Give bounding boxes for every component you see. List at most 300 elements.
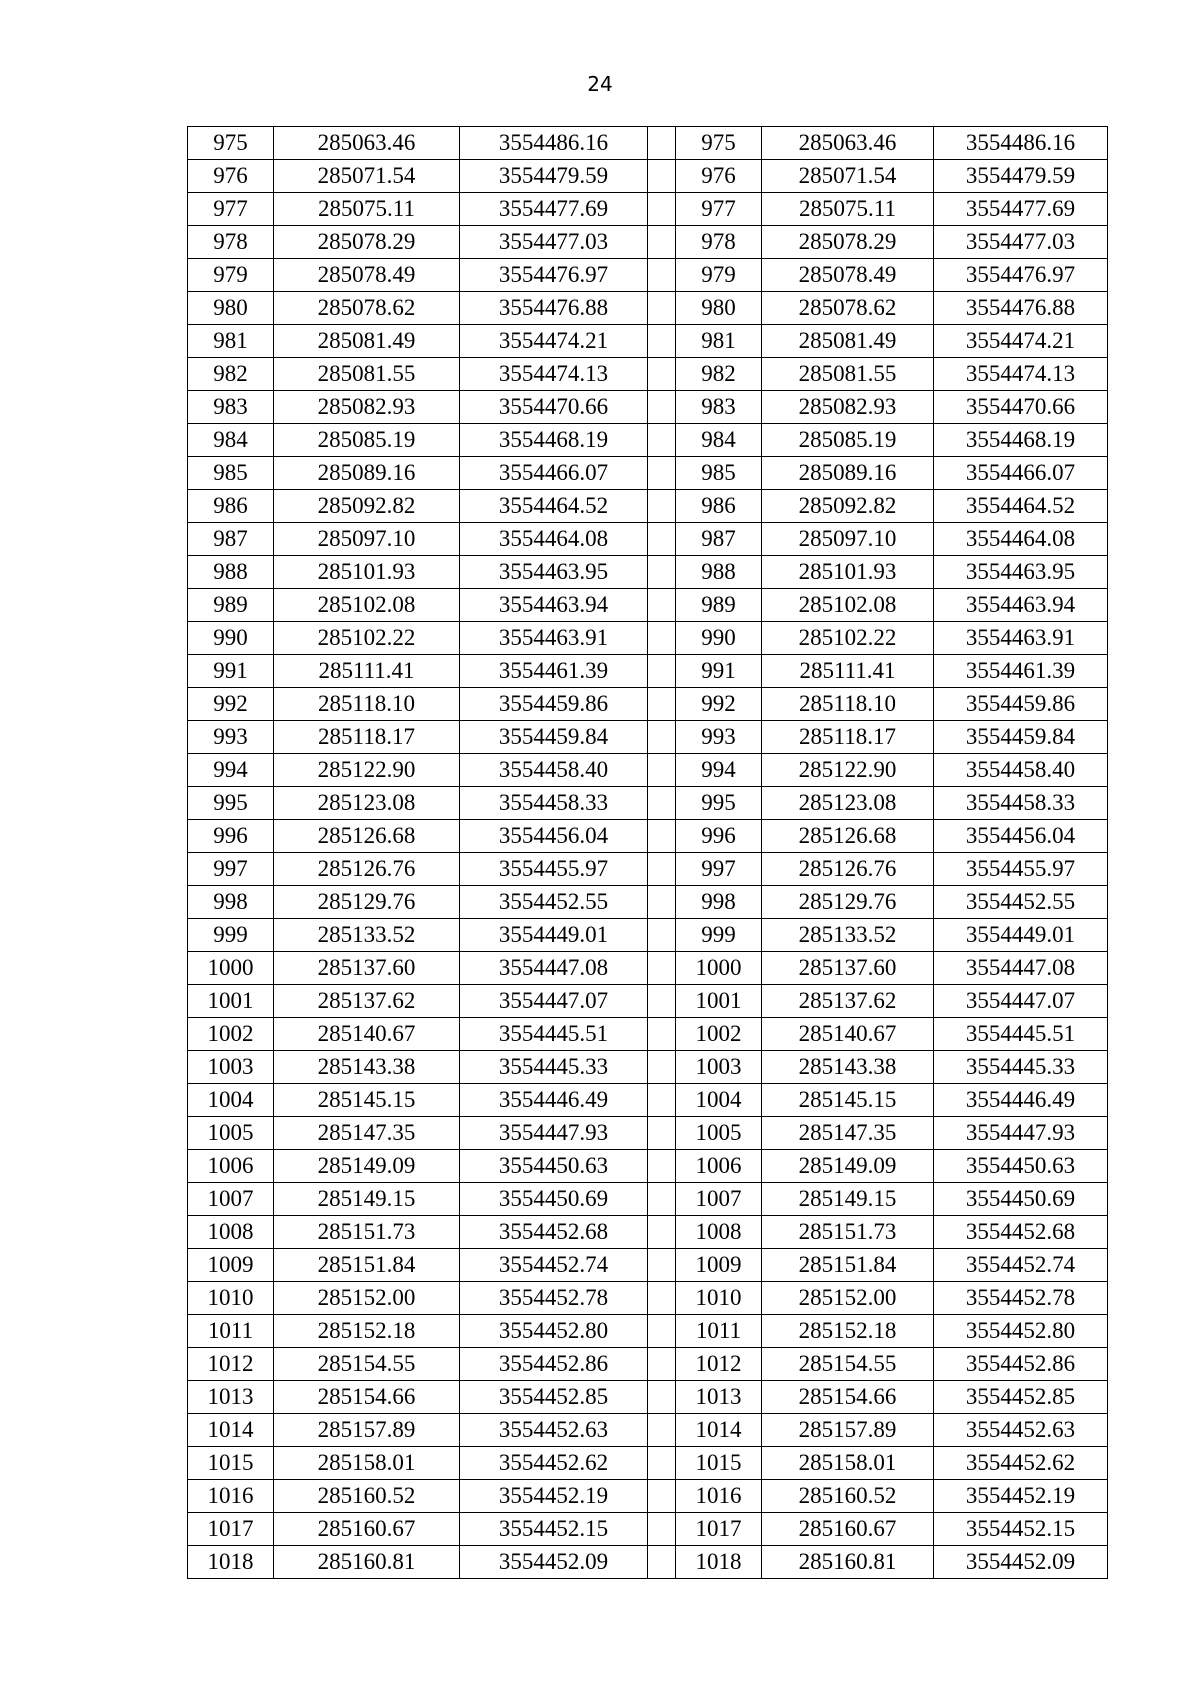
spacer-cell xyxy=(648,1513,676,1546)
y-coordinate-right-cell: 3554477.03 xyxy=(934,226,1108,259)
x-coordinate-cell: 285078.29 xyxy=(274,226,460,259)
y-coordinate-cell: 3554455.97 xyxy=(460,853,648,886)
x-coordinate-cell: 285154.66 xyxy=(274,1381,460,1414)
spacer-cell xyxy=(648,358,676,391)
y-coordinate-cell: 3554452.80 xyxy=(460,1315,648,1348)
spacer-cell xyxy=(648,391,676,424)
point-number-cell: 984 xyxy=(188,424,274,457)
table-row xyxy=(188,1084,1108,1117)
point-number-right-cell: 984 xyxy=(676,424,762,457)
point-number-right-cell: 1003 xyxy=(676,1051,762,1084)
table-row xyxy=(188,1150,1108,1183)
spacer-cell xyxy=(648,853,676,886)
point-number-cell: 985 xyxy=(188,457,274,490)
table-row xyxy=(188,358,1108,391)
table-row xyxy=(188,1018,1108,1051)
table-row xyxy=(188,1216,1108,1249)
y-coordinate-right-cell: 3554452.63 xyxy=(934,1414,1108,1447)
x-coordinate-right-cell: 285152.18 xyxy=(762,1315,934,1348)
y-coordinate-right-cell: 3554455.97 xyxy=(934,853,1108,886)
x-coordinate-right-cell: 285078.49 xyxy=(762,259,934,292)
y-coordinate-cell: 3554477.69 xyxy=(460,193,648,226)
table-row xyxy=(188,193,1108,226)
x-coordinate-cell: 285152.18 xyxy=(274,1315,460,1348)
x-coordinate-cell: 285140.67 xyxy=(274,1018,460,1051)
x-coordinate-cell: 285133.52 xyxy=(274,919,460,952)
point-number-right-cell: 980 xyxy=(676,292,762,325)
x-coordinate-cell: 285149.09 xyxy=(274,1150,460,1183)
x-coordinate-right-cell: 285085.19 xyxy=(762,424,934,457)
point-number-cell: 986 xyxy=(188,490,274,523)
table-row xyxy=(188,1414,1108,1447)
y-coordinate-cell: 3554452.15 xyxy=(460,1513,648,1546)
y-coordinate-right-cell: 3554447.08 xyxy=(934,952,1108,985)
point-number-cell: 980 xyxy=(188,292,274,325)
y-coordinate-cell: 3554479.59 xyxy=(460,160,648,193)
point-number-right-cell: 983 xyxy=(676,391,762,424)
point-number-right-cell: 982 xyxy=(676,358,762,391)
table-row xyxy=(188,952,1108,985)
x-coordinate-right-cell: 285147.35 xyxy=(762,1117,934,1150)
spacer-cell xyxy=(648,1381,676,1414)
y-coordinate-cell: 3554447.93 xyxy=(460,1117,648,1150)
y-coordinate-cell: 3554452.74 xyxy=(460,1249,648,1282)
x-coordinate-right-cell: 285101.93 xyxy=(762,556,934,589)
point-number-cell: 995 xyxy=(188,787,274,820)
point-number-right-cell: 1014 xyxy=(676,1414,762,1447)
spacer-cell xyxy=(648,1282,676,1315)
x-coordinate-right-cell: 285137.62 xyxy=(762,985,934,1018)
y-coordinate-cell: 3554452.55 xyxy=(460,886,648,919)
point-number-cell: 983 xyxy=(188,391,274,424)
point-number-right-cell: 1008 xyxy=(676,1216,762,1249)
table-row xyxy=(188,1117,1108,1150)
point-number-right-cell: 1016 xyxy=(676,1480,762,1513)
x-coordinate-right-cell: 285137.60 xyxy=(762,952,934,985)
x-coordinate-right-cell: 285154.66 xyxy=(762,1381,934,1414)
spacer-cell xyxy=(648,1315,676,1348)
table-row xyxy=(188,127,1108,160)
y-coordinate-cell: 3554459.86 xyxy=(460,688,648,721)
y-coordinate-right-cell: 3554464.08 xyxy=(934,523,1108,556)
y-coordinate-right-cell: 3554452.74 xyxy=(934,1249,1108,1282)
spacer-cell xyxy=(648,1546,676,1579)
table-row xyxy=(188,688,1108,721)
spacer-cell xyxy=(648,1480,676,1513)
y-coordinate-cell: 3554452.09 xyxy=(460,1546,648,1579)
y-coordinate-right-cell: 3554477.69 xyxy=(934,193,1108,226)
point-number-right-cell: 1005 xyxy=(676,1117,762,1150)
y-coordinate-right-cell: 3554452.68 xyxy=(934,1216,1108,1249)
x-coordinate-cell: 285157.89 xyxy=(274,1414,460,1447)
spacer-cell xyxy=(648,787,676,820)
y-coordinate-cell: 3554447.08 xyxy=(460,952,648,985)
x-coordinate-right-cell: 285151.84 xyxy=(762,1249,934,1282)
table-row xyxy=(188,589,1108,622)
y-coordinate-right-cell: 3554452.85 xyxy=(934,1381,1108,1414)
x-coordinate-right-cell: 285102.22 xyxy=(762,622,934,655)
point-number-right-cell: 997 xyxy=(676,853,762,886)
point-number-right-cell: 978 xyxy=(676,226,762,259)
y-coordinate-right-cell: 3554463.95 xyxy=(934,556,1108,589)
x-coordinate-right-cell: 285118.10 xyxy=(762,688,934,721)
spacer-cell xyxy=(648,292,676,325)
x-coordinate-cell: 285151.84 xyxy=(274,1249,460,1282)
y-coordinate-cell: 3554468.19 xyxy=(460,424,648,457)
point-number-right-cell: 992 xyxy=(676,688,762,721)
point-number-cell: 981 xyxy=(188,325,274,358)
x-coordinate-cell: 285151.73 xyxy=(274,1216,460,1249)
x-coordinate-right-cell: 285102.08 xyxy=(762,589,934,622)
point-number-right-cell: 979 xyxy=(676,259,762,292)
y-coordinate-cell: 3554474.21 xyxy=(460,325,648,358)
table-row xyxy=(188,787,1108,820)
x-coordinate-right-cell: 285123.08 xyxy=(762,787,934,820)
point-number-right-cell: 981 xyxy=(676,325,762,358)
point-number-cell: 1009 xyxy=(188,1249,274,1282)
x-coordinate-right-cell: 285149.09 xyxy=(762,1150,934,1183)
point-number-cell: 1018 xyxy=(188,1546,274,1579)
spacer-cell xyxy=(648,523,676,556)
spacer-cell xyxy=(648,1249,676,1282)
spacer-cell xyxy=(648,193,676,226)
x-coordinate-right-cell: 285081.55 xyxy=(762,358,934,391)
point-number-cell: 1015 xyxy=(188,1447,274,1480)
table-row xyxy=(188,1051,1108,1084)
spacer-cell xyxy=(648,622,676,655)
y-coordinate-cell: 3554452.85 xyxy=(460,1381,648,1414)
y-coordinate-right-cell: 3554452.62 xyxy=(934,1447,1108,1480)
spacer-cell xyxy=(648,490,676,523)
table-row xyxy=(188,985,1108,1018)
y-coordinate-right-cell: 3554450.69 xyxy=(934,1183,1108,1216)
table-row xyxy=(188,391,1108,424)
table-row xyxy=(188,655,1108,688)
x-coordinate-cell: 285160.81 xyxy=(274,1546,460,1579)
x-coordinate-right-cell: 285160.81 xyxy=(762,1546,934,1579)
point-number-cell: 989 xyxy=(188,589,274,622)
point-number-cell: 1002 xyxy=(188,1018,274,1051)
table-row xyxy=(188,490,1108,523)
point-number-right-cell: 993 xyxy=(676,721,762,754)
point-number-cell: 998 xyxy=(188,886,274,919)
x-coordinate-right-cell: 285154.55 xyxy=(762,1348,934,1381)
x-coordinate-cell: 285063.46 xyxy=(274,127,460,160)
y-coordinate-cell: 3554463.95 xyxy=(460,556,648,589)
x-coordinate-cell: 285160.52 xyxy=(274,1480,460,1513)
coordinates-table xyxy=(187,126,1108,1579)
point-number-cell: 1003 xyxy=(188,1051,274,1084)
x-coordinate-right-cell: 285158.01 xyxy=(762,1447,934,1480)
y-coordinate-right-cell: 3554466.07 xyxy=(934,457,1108,490)
y-coordinate-right-cell: 3554450.63 xyxy=(934,1150,1108,1183)
x-coordinate-cell: 285123.08 xyxy=(274,787,460,820)
y-coordinate-right-cell: 3554447.93 xyxy=(934,1117,1108,1150)
point-number-right-cell: 985 xyxy=(676,457,762,490)
x-coordinate-right-cell: 285152.00 xyxy=(762,1282,934,1315)
point-number-right-cell: 1004 xyxy=(676,1084,762,1117)
x-coordinate-cell: 285092.82 xyxy=(274,490,460,523)
y-coordinate-right-cell: 3554464.52 xyxy=(934,490,1108,523)
y-coordinate-right-cell: 3554476.88 xyxy=(934,292,1108,325)
x-coordinate-cell: 285118.17 xyxy=(274,721,460,754)
spacer-cell xyxy=(648,919,676,952)
x-coordinate-cell: 285152.00 xyxy=(274,1282,460,1315)
table-row xyxy=(188,292,1108,325)
y-coordinate-right-cell: 3554459.86 xyxy=(934,688,1108,721)
point-number-cell: 1008 xyxy=(188,1216,274,1249)
x-coordinate-cell: 285126.76 xyxy=(274,853,460,886)
point-number-right-cell: 986 xyxy=(676,490,762,523)
y-coordinate-right-cell: 3554452.80 xyxy=(934,1315,1108,1348)
x-coordinate-right-cell: 285151.73 xyxy=(762,1216,934,1249)
point-number-right-cell: 990 xyxy=(676,622,762,655)
point-number-cell: 996 xyxy=(188,820,274,853)
y-coordinate-cell: 3554452.78 xyxy=(460,1282,648,1315)
x-coordinate-cell: 285154.55 xyxy=(274,1348,460,1381)
point-number-cell: 994 xyxy=(188,754,274,787)
point-number-right-cell: 1007 xyxy=(676,1183,762,1216)
point-number-cell: 992 xyxy=(188,688,274,721)
point-number-cell: 982 xyxy=(188,358,274,391)
y-coordinate-cell: 3554452.63 xyxy=(460,1414,648,1447)
point-number-right-cell: 977 xyxy=(676,193,762,226)
table-row xyxy=(188,820,1108,853)
x-coordinate-cell: 285075.11 xyxy=(274,193,460,226)
x-coordinate-right-cell: 285078.62 xyxy=(762,292,934,325)
x-coordinate-cell: 285111.41 xyxy=(274,655,460,688)
x-coordinate-cell: 285102.08 xyxy=(274,589,460,622)
x-coordinate-right-cell: 285160.67 xyxy=(762,1513,934,1546)
spacer-cell xyxy=(648,688,676,721)
x-coordinate-cell: 285081.55 xyxy=(274,358,460,391)
table-row xyxy=(188,556,1108,589)
x-coordinate-cell: 285101.93 xyxy=(274,556,460,589)
x-coordinate-cell: 285071.54 xyxy=(274,160,460,193)
x-coordinate-cell: 285078.49 xyxy=(274,259,460,292)
y-coordinate-cell: 3554477.03 xyxy=(460,226,648,259)
point-number-right-cell: 975 xyxy=(676,127,762,160)
y-coordinate-right-cell: 3554452.15 xyxy=(934,1513,1108,1546)
y-coordinate-right-cell: 3554461.39 xyxy=(934,655,1108,688)
y-coordinate-right-cell: 3554452.86 xyxy=(934,1348,1108,1381)
point-number-cell: 1014 xyxy=(188,1414,274,1447)
spacer-cell xyxy=(648,1084,676,1117)
table-row xyxy=(188,1282,1108,1315)
spacer-cell xyxy=(648,1051,676,1084)
y-coordinate-right-cell: 3554456.04 xyxy=(934,820,1108,853)
table-row xyxy=(188,160,1108,193)
x-coordinate-right-cell: 285143.38 xyxy=(762,1051,934,1084)
y-coordinate-cell: 3554459.84 xyxy=(460,721,648,754)
spacer-cell xyxy=(648,325,676,358)
table-row xyxy=(188,721,1108,754)
point-number-cell: 999 xyxy=(188,919,274,952)
point-number-right-cell: 991 xyxy=(676,655,762,688)
spacer-cell xyxy=(648,1018,676,1051)
x-coordinate-right-cell: 285126.68 xyxy=(762,820,934,853)
table-row xyxy=(188,1348,1108,1381)
point-number-cell: 1001 xyxy=(188,985,274,1018)
point-number-cell: 1017 xyxy=(188,1513,274,1546)
point-number-cell: 1004 xyxy=(188,1084,274,1117)
x-coordinate-right-cell: 285063.46 xyxy=(762,127,934,160)
x-coordinate-cell: 285129.76 xyxy=(274,886,460,919)
point-number-right-cell: 1002 xyxy=(676,1018,762,1051)
point-number-right-cell: 1018 xyxy=(676,1546,762,1579)
y-coordinate-right-cell: 3554474.13 xyxy=(934,358,1108,391)
table-row xyxy=(188,1249,1108,1282)
point-number-right-cell: 998 xyxy=(676,886,762,919)
spacer-cell xyxy=(648,160,676,193)
y-coordinate-cell: 3554464.08 xyxy=(460,523,648,556)
point-number-right-cell: 1011 xyxy=(676,1315,762,1348)
y-coordinate-cell: 3554476.88 xyxy=(460,292,648,325)
x-coordinate-right-cell: 285157.89 xyxy=(762,1414,934,1447)
x-coordinate-cell: 285143.38 xyxy=(274,1051,460,1084)
point-number-right-cell: 1000 xyxy=(676,952,762,985)
spacer-cell xyxy=(648,886,676,919)
x-coordinate-cell: 285097.10 xyxy=(274,523,460,556)
point-number-right-cell: 988 xyxy=(676,556,762,589)
x-coordinate-cell: 285118.10 xyxy=(274,688,460,721)
point-number-cell: 1006 xyxy=(188,1150,274,1183)
point-number-cell: 991 xyxy=(188,655,274,688)
table-row xyxy=(188,1447,1108,1480)
y-coordinate-cell: 3554463.91 xyxy=(460,622,648,655)
point-number-right-cell: 1012 xyxy=(676,1348,762,1381)
y-coordinate-right-cell: 3554476.97 xyxy=(934,259,1108,292)
y-coordinate-right-cell: 3554474.21 xyxy=(934,325,1108,358)
point-number-cell: 997 xyxy=(188,853,274,886)
x-coordinate-right-cell: 285089.16 xyxy=(762,457,934,490)
point-number-cell: 1012 xyxy=(188,1348,274,1381)
y-coordinate-cell: 3554470.66 xyxy=(460,391,648,424)
point-number-cell: 1013 xyxy=(188,1381,274,1414)
x-coordinate-cell: 285085.19 xyxy=(274,424,460,457)
point-number-cell: 975 xyxy=(188,127,274,160)
table-row xyxy=(188,226,1108,259)
spacer-cell xyxy=(648,952,676,985)
x-coordinate-cell: 285137.62 xyxy=(274,985,460,1018)
y-coordinate-cell: 3554476.97 xyxy=(460,259,648,292)
x-coordinate-cell: 285126.68 xyxy=(274,820,460,853)
spacer-cell xyxy=(648,985,676,1018)
y-coordinate-right-cell: 3554458.40 xyxy=(934,754,1108,787)
y-coordinate-right-cell: 3554463.91 xyxy=(934,622,1108,655)
x-coordinate-right-cell: 285145.15 xyxy=(762,1084,934,1117)
point-number-cell: 979 xyxy=(188,259,274,292)
table-row xyxy=(188,424,1108,457)
y-coordinate-cell: 3554461.39 xyxy=(460,655,648,688)
spacer-cell xyxy=(648,754,676,787)
point-number-right-cell: 1013 xyxy=(676,1381,762,1414)
y-coordinate-cell: 3554452.68 xyxy=(460,1216,648,1249)
y-coordinate-right-cell: 3554468.19 xyxy=(934,424,1108,457)
point-number-cell: 990 xyxy=(188,622,274,655)
x-coordinate-right-cell: 285126.76 xyxy=(762,853,934,886)
spacer-cell xyxy=(648,589,676,622)
point-number-cell: 1000 xyxy=(188,952,274,985)
y-coordinate-cell: 3554474.13 xyxy=(460,358,648,391)
x-coordinate-right-cell: 285097.10 xyxy=(762,523,934,556)
table-row xyxy=(188,853,1108,886)
point-number-right-cell: 1009 xyxy=(676,1249,762,1282)
y-coordinate-cell: 3554452.86 xyxy=(460,1348,648,1381)
point-number-right-cell: 1010 xyxy=(676,1282,762,1315)
point-number-cell: 977 xyxy=(188,193,274,226)
table-row xyxy=(188,754,1108,787)
x-coordinate-right-cell: 285111.41 xyxy=(762,655,934,688)
point-number-right-cell: 1015 xyxy=(676,1447,762,1480)
x-coordinate-cell: 285147.35 xyxy=(274,1117,460,1150)
spacer-cell xyxy=(648,1414,676,1447)
x-coordinate-right-cell: 285149.15 xyxy=(762,1183,934,1216)
y-coordinate-right-cell: 3554479.59 xyxy=(934,160,1108,193)
y-coordinate-cell: 3554464.52 xyxy=(460,490,648,523)
x-coordinate-cell: 285082.93 xyxy=(274,391,460,424)
x-coordinate-right-cell: 285078.29 xyxy=(762,226,934,259)
spacer-cell xyxy=(648,1150,676,1183)
y-coordinate-right-cell: 3554452.19 xyxy=(934,1480,1108,1513)
y-coordinate-cell: 3554456.04 xyxy=(460,820,648,853)
x-coordinate-right-cell: 285122.90 xyxy=(762,754,934,787)
y-coordinate-right-cell: 3554449.01 xyxy=(934,919,1108,952)
y-coordinate-right-cell: 3554445.51 xyxy=(934,1018,1108,1051)
x-coordinate-right-cell: 285082.93 xyxy=(762,391,934,424)
spacer-cell xyxy=(648,1117,676,1150)
table-row xyxy=(188,523,1108,556)
spacer-cell xyxy=(648,721,676,754)
point-number-cell: 1016 xyxy=(188,1480,274,1513)
table-row xyxy=(188,1546,1108,1579)
point-number-cell: 1007 xyxy=(188,1183,274,1216)
x-coordinate-cell: 285137.60 xyxy=(274,952,460,985)
y-coordinate-cell: 3554458.33 xyxy=(460,787,648,820)
y-coordinate-right-cell: 3554470.66 xyxy=(934,391,1108,424)
x-coordinate-right-cell: 285071.54 xyxy=(762,160,934,193)
x-coordinate-right-cell: 285129.76 xyxy=(762,886,934,919)
y-coordinate-right-cell: 3554446.49 xyxy=(934,1084,1108,1117)
spacer-cell xyxy=(648,556,676,589)
spacer-cell xyxy=(648,226,676,259)
spacer-cell xyxy=(648,424,676,457)
x-coordinate-right-cell: 285118.17 xyxy=(762,721,934,754)
x-coordinate-right-cell: 285075.11 xyxy=(762,193,934,226)
x-coordinate-cell: 285149.15 xyxy=(274,1183,460,1216)
y-coordinate-cell: 3554463.94 xyxy=(460,589,648,622)
y-coordinate-right-cell: 3554447.07 xyxy=(934,985,1108,1018)
y-coordinate-cell: 3554486.16 xyxy=(460,127,648,160)
y-coordinate-cell: 3554450.69 xyxy=(460,1183,648,1216)
point-number-cell: 978 xyxy=(188,226,274,259)
point-number-right-cell: 1017 xyxy=(676,1513,762,1546)
y-coordinate-right-cell: 3554452.78 xyxy=(934,1282,1108,1315)
point-number-right-cell: 999 xyxy=(676,919,762,952)
y-coordinate-cell: 3554446.49 xyxy=(460,1084,648,1117)
y-coordinate-cell: 3554445.33 xyxy=(460,1051,648,1084)
point-number-right-cell: 1006 xyxy=(676,1150,762,1183)
x-coordinate-cell: 285089.16 xyxy=(274,457,460,490)
table-row xyxy=(188,1513,1108,1546)
y-coordinate-right-cell: 3554452.55 xyxy=(934,886,1108,919)
point-number-right-cell: 995 xyxy=(676,787,762,820)
y-coordinate-cell: 3554445.51 xyxy=(460,1018,648,1051)
y-coordinate-cell: 3554452.62 xyxy=(460,1447,648,1480)
spacer-cell xyxy=(648,457,676,490)
y-coordinate-right-cell: 3554486.16 xyxy=(934,127,1108,160)
table-row xyxy=(188,259,1108,292)
